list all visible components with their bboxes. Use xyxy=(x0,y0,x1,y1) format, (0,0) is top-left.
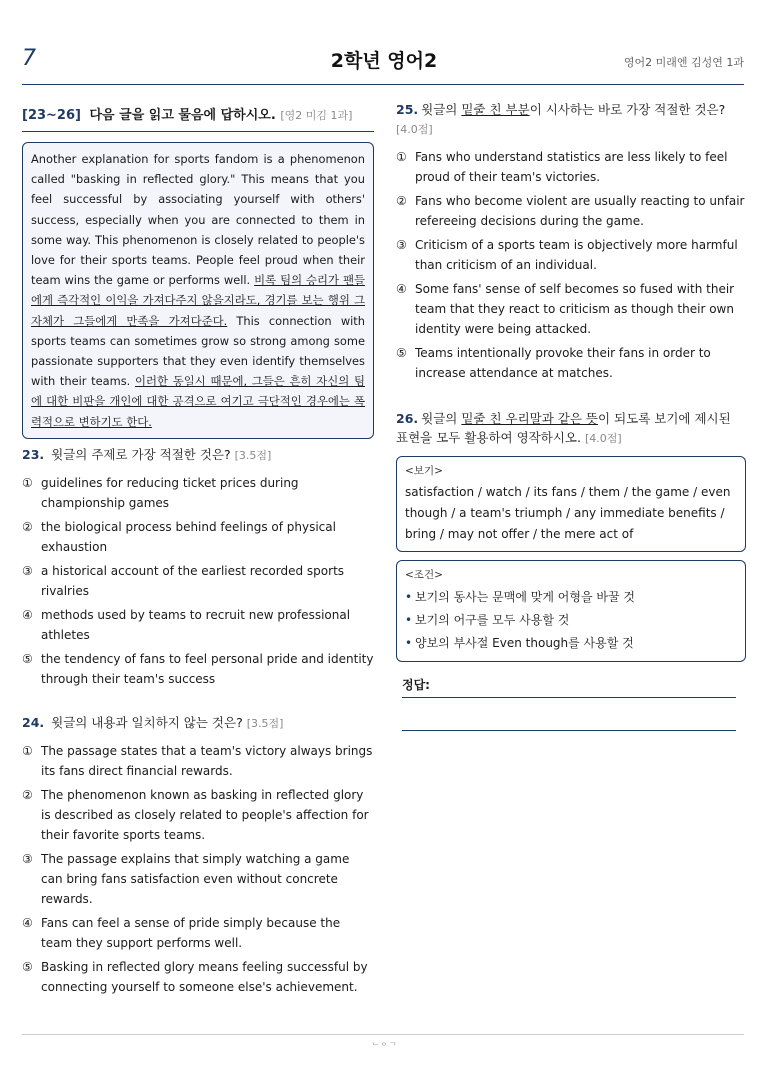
option-text: Fans who understand statistics are less likely to feel proud of their team's victories. xyxy=(415,150,728,184)
condition-item: • 양보의 부사절 Even though를 사용할 것 xyxy=(405,632,737,655)
option-marker: ① xyxy=(396,150,407,164)
option-4[interactable] xyxy=(396,279,746,339)
question-number: 26. xyxy=(396,411,419,426)
question-number: 25. xyxy=(396,102,419,117)
option-5[interactable] xyxy=(22,649,374,689)
passage-text-1: Another explanation for sports fandom is a phenomenon called "basking in reflected glory." This means that you feel successful by associating yourself with others' success, especially when you are connected to them in some way. This phenomenon is closely related to people's love for their sports teams. People feel proud when their team wins the game or performs well. xyxy=(31,152,365,288)
answer-options xyxy=(396,147,746,383)
source-tag: [영2 미김 1과] xyxy=(280,109,353,122)
bogi-title: <보기> xyxy=(405,465,443,477)
option-text: Some fans' sense of self becomes so fused with their team that they react to criticism as though their own identity were being attacked. xyxy=(415,282,735,336)
answer-line[interactable] xyxy=(402,730,736,731)
question-points: [4.0점] xyxy=(396,123,433,136)
option-text: guidelines for reducing ticket prices during championship games xyxy=(41,475,299,510)
left-column xyxy=(22,104,374,1001)
instruction-text: 다음 글을 읽고 물음에 답하시오. xyxy=(89,108,276,123)
condition-item: • 보기의 동사는 문맥에 맞게 어형을 바꿀 것 xyxy=(405,586,737,609)
underlined-sentence-1: 비록 팀의 승리가 팬들에게 즉각적인 이익을 가져다주지 않을지라도, 경기를 보는 행위 그 자체가 그들에게 만족을 가져다준다. xyxy=(31,273,365,328)
question-number: 24. xyxy=(22,714,45,730)
option-text: The passage explains that simply watching a game can bring fans satisfaction even without concrete rewards. xyxy=(41,851,350,906)
option-5[interactable] xyxy=(396,343,746,383)
option-3[interactable] xyxy=(396,235,746,275)
bogi-word-bank: satisfaction / watch / its fans / them / the game / even though / a team's triumph / any immediate benefits / bring / may not offer / the mere act of xyxy=(405,485,731,541)
answer-line[interactable] xyxy=(402,697,736,698)
question-24 xyxy=(22,713,374,997)
option-text: Criticism of a sports team is objectively more harmful than criticism of an individual. xyxy=(415,238,738,272)
question-23 xyxy=(22,445,374,689)
option-marker: ⑤ xyxy=(22,651,33,666)
option-text: the tendency of fans to feel personal pride and identity through their team's success xyxy=(41,651,374,686)
option-1[interactable] xyxy=(396,147,746,187)
passage-text-2: This connection with sports teams can sometimes grow so strong among some passionate supporters that they even identify themselves with their teams. xyxy=(31,313,365,389)
question-text-post: 이 시사하는 바로 가장 적절한 것은? xyxy=(529,102,726,117)
answer-options xyxy=(22,473,374,689)
option-text: methods used by teams to recruit new professional athletes xyxy=(41,607,351,642)
option-marker: ④ xyxy=(22,607,33,622)
option-marker: ② xyxy=(22,787,33,802)
option-marker: ① xyxy=(22,743,33,758)
option-marker: ③ xyxy=(22,851,33,866)
option-2[interactable] xyxy=(396,191,746,231)
option-3[interactable] xyxy=(22,561,374,601)
option-text: Fans who become violent are usually reacting to unfair refereeing decisions during the game. xyxy=(415,194,745,228)
option-marker: ② xyxy=(396,194,407,208)
option-text: The phenomenon known as basking in reflected glory is described as closely related to people's affection for their favorite sports teams. xyxy=(41,787,369,842)
option-text: a historical account of the earliest recorded sports rivalries xyxy=(41,563,345,598)
question-points: [4.0점] xyxy=(584,432,622,445)
underlined-sentence-2: 이러한 동일시 때문에, 그들은 흔히 자신의 팀에 대한 비판을 개인에 대한 공격으로 여기고 극단적인 경우에는 폭력적으로 변하기도 한다. xyxy=(31,374,365,429)
footer-divider xyxy=(22,1034,744,1035)
option-marker: ③ xyxy=(22,563,33,578)
question-points: [3.5점] xyxy=(234,448,272,462)
page-title: 2학년 영어2 xyxy=(330,50,438,72)
question-26-stem xyxy=(396,409,746,448)
question-text-underlined: 밑줄 친 우리말과 같은 뜻 xyxy=(461,411,599,426)
option-marker: ④ xyxy=(22,915,33,930)
question-number: 23. xyxy=(22,446,45,462)
answer-options xyxy=(22,741,374,997)
option-1[interactable] xyxy=(22,741,374,781)
option-1[interactable] xyxy=(22,473,374,513)
page-subtitle: 영어2 미래엔 김성연 1과 xyxy=(623,56,744,69)
option-marker: ⑤ xyxy=(396,346,407,360)
option-2[interactable] xyxy=(22,785,374,845)
question-25 xyxy=(396,100,746,383)
question-text: 윗글의 내용과 일치하지 않는 것은? xyxy=(51,714,243,730)
reading-passage xyxy=(22,142,374,439)
option-2[interactable] xyxy=(22,517,374,557)
option-marker: ⑤ xyxy=(22,959,33,974)
answer-area xyxy=(402,676,746,731)
question-text-underlined: 밑줄 친 부분 xyxy=(461,102,530,117)
option-4[interactable] xyxy=(22,913,374,953)
question-26 xyxy=(396,409,746,731)
question-23-stem xyxy=(22,445,374,465)
header-divider xyxy=(22,84,744,85)
condition-item: • 보기의 어구를 모두 사용할 것 xyxy=(405,609,737,632)
option-text: Teams intentionally provoke their fans in order to increase attendance at matches. xyxy=(415,346,711,380)
option-marker: ④ xyxy=(396,282,407,296)
option-text: The passage states that a team's victory always brings its fans direct financial rewards. xyxy=(41,743,373,778)
question-25-stem xyxy=(396,100,746,139)
instruction-header xyxy=(22,104,374,132)
question-24-stem xyxy=(22,713,374,733)
question-points: [3.5점] xyxy=(246,716,284,730)
answer-label: 정답: xyxy=(402,678,430,692)
footer-mark: ᄂᄋᄀ xyxy=(370,1043,398,1053)
question-range: [23~26] xyxy=(22,108,81,123)
question-text-pre: 윗글의 xyxy=(421,411,462,426)
option-text: Basking in reflected glory means feeling successful by connecting yourself to someone else's achievement. xyxy=(41,959,368,994)
right-column xyxy=(396,100,746,731)
option-marker: ① xyxy=(22,475,33,490)
conditions-title: <조건> xyxy=(405,569,443,581)
question-text: 윗글의 주제로 가장 적절한 것은? xyxy=(51,446,231,462)
conditions-box xyxy=(396,560,746,662)
option-marker: ③ xyxy=(396,238,407,252)
page-number: 7 xyxy=(22,46,36,71)
option-4[interactable] xyxy=(22,605,374,645)
option-3[interactable] xyxy=(22,849,374,909)
option-text: Fans can feel a sense of pride simply because the team they support performs well. xyxy=(41,915,341,950)
option-text: the biological process behind feelings of physical exhaustion xyxy=(41,519,336,554)
option-marker: ② xyxy=(22,519,33,534)
option-5[interactable] xyxy=(22,957,374,997)
question-text-pre: 윗글의 xyxy=(421,102,462,117)
question-text-post: 이 되도록 보기에 제시된 표현을 모두 활용하여 영작하시오. xyxy=(396,411,731,445)
bogi-box xyxy=(396,456,746,552)
